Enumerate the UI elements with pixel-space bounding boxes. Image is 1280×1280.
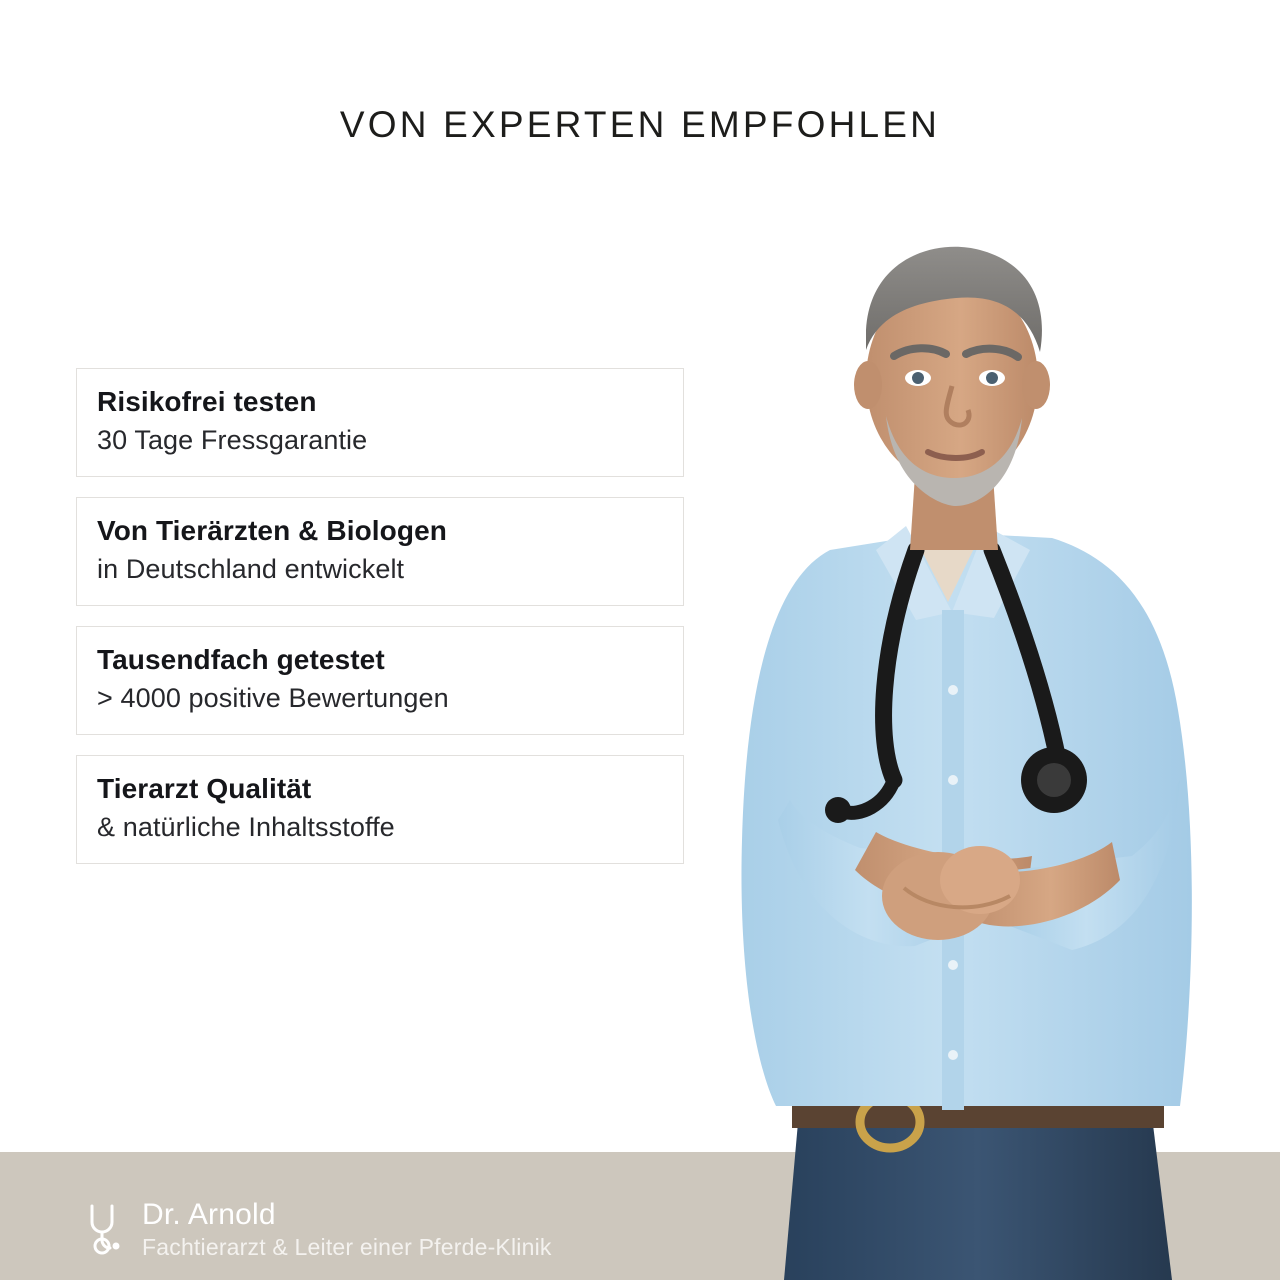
page-title: VON EXPERTEN EMPFOHLEN [339, 104, 941, 145]
feature-item-von-tieraerzten-biologen [76, 497, 684, 606]
feature-list [76, 368, 684, 884]
feature-subtitle: 30 Tage Fressgarantie [97, 425, 368, 456]
feature-item-risikofrei-testen [76, 368, 684, 477]
ear-left [854, 361, 882, 409]
doctor-credit [84, 1194, 552, 1262]
credit-text-block [142, 1194, 552, 1262]
doctor-role: Fachtierarzt & Leiter einer Pferde-Klinik [142, 1234, 552, 1261]
feature-subtitle: > 4000 positive Bewertungen [97, 682, 449, 713]
feature-item-tierarzt-qualitaet [76, 755, 684, 864]
feature-item-tausendfach-getestet [76, 626, 684, 735]
ear-right [1022, 361, 1050, 409]
feature-title: Risikofrei testen [97, 386, 317, 417]
feature-subtitle: in Deutschland entwickelt [97, 554, 405, 585]
stethoscope-icon [84, 1202, 124, 1258]
doctor-name: Dr. Arnold [142, 1197, 276, 1231]
feature-title: Tausendfach getestet [97, 643, 385, 675]
eye-left [912, 372, 924, 384]
feature-subtitle: & natürliche Inhaltsstoffe [97, 811, 395, 842]
eye-right [986, 372, 998, 384]
feature-title: Von Tierärzten & Biologen [97, 514, 447, 546]
feature-title: Tierarzt Qualität [97, 772, 312, 804]
shirt [741, 532, 1191, 1106]
veterinarian-photo [680, 220, 1280, 1280]
